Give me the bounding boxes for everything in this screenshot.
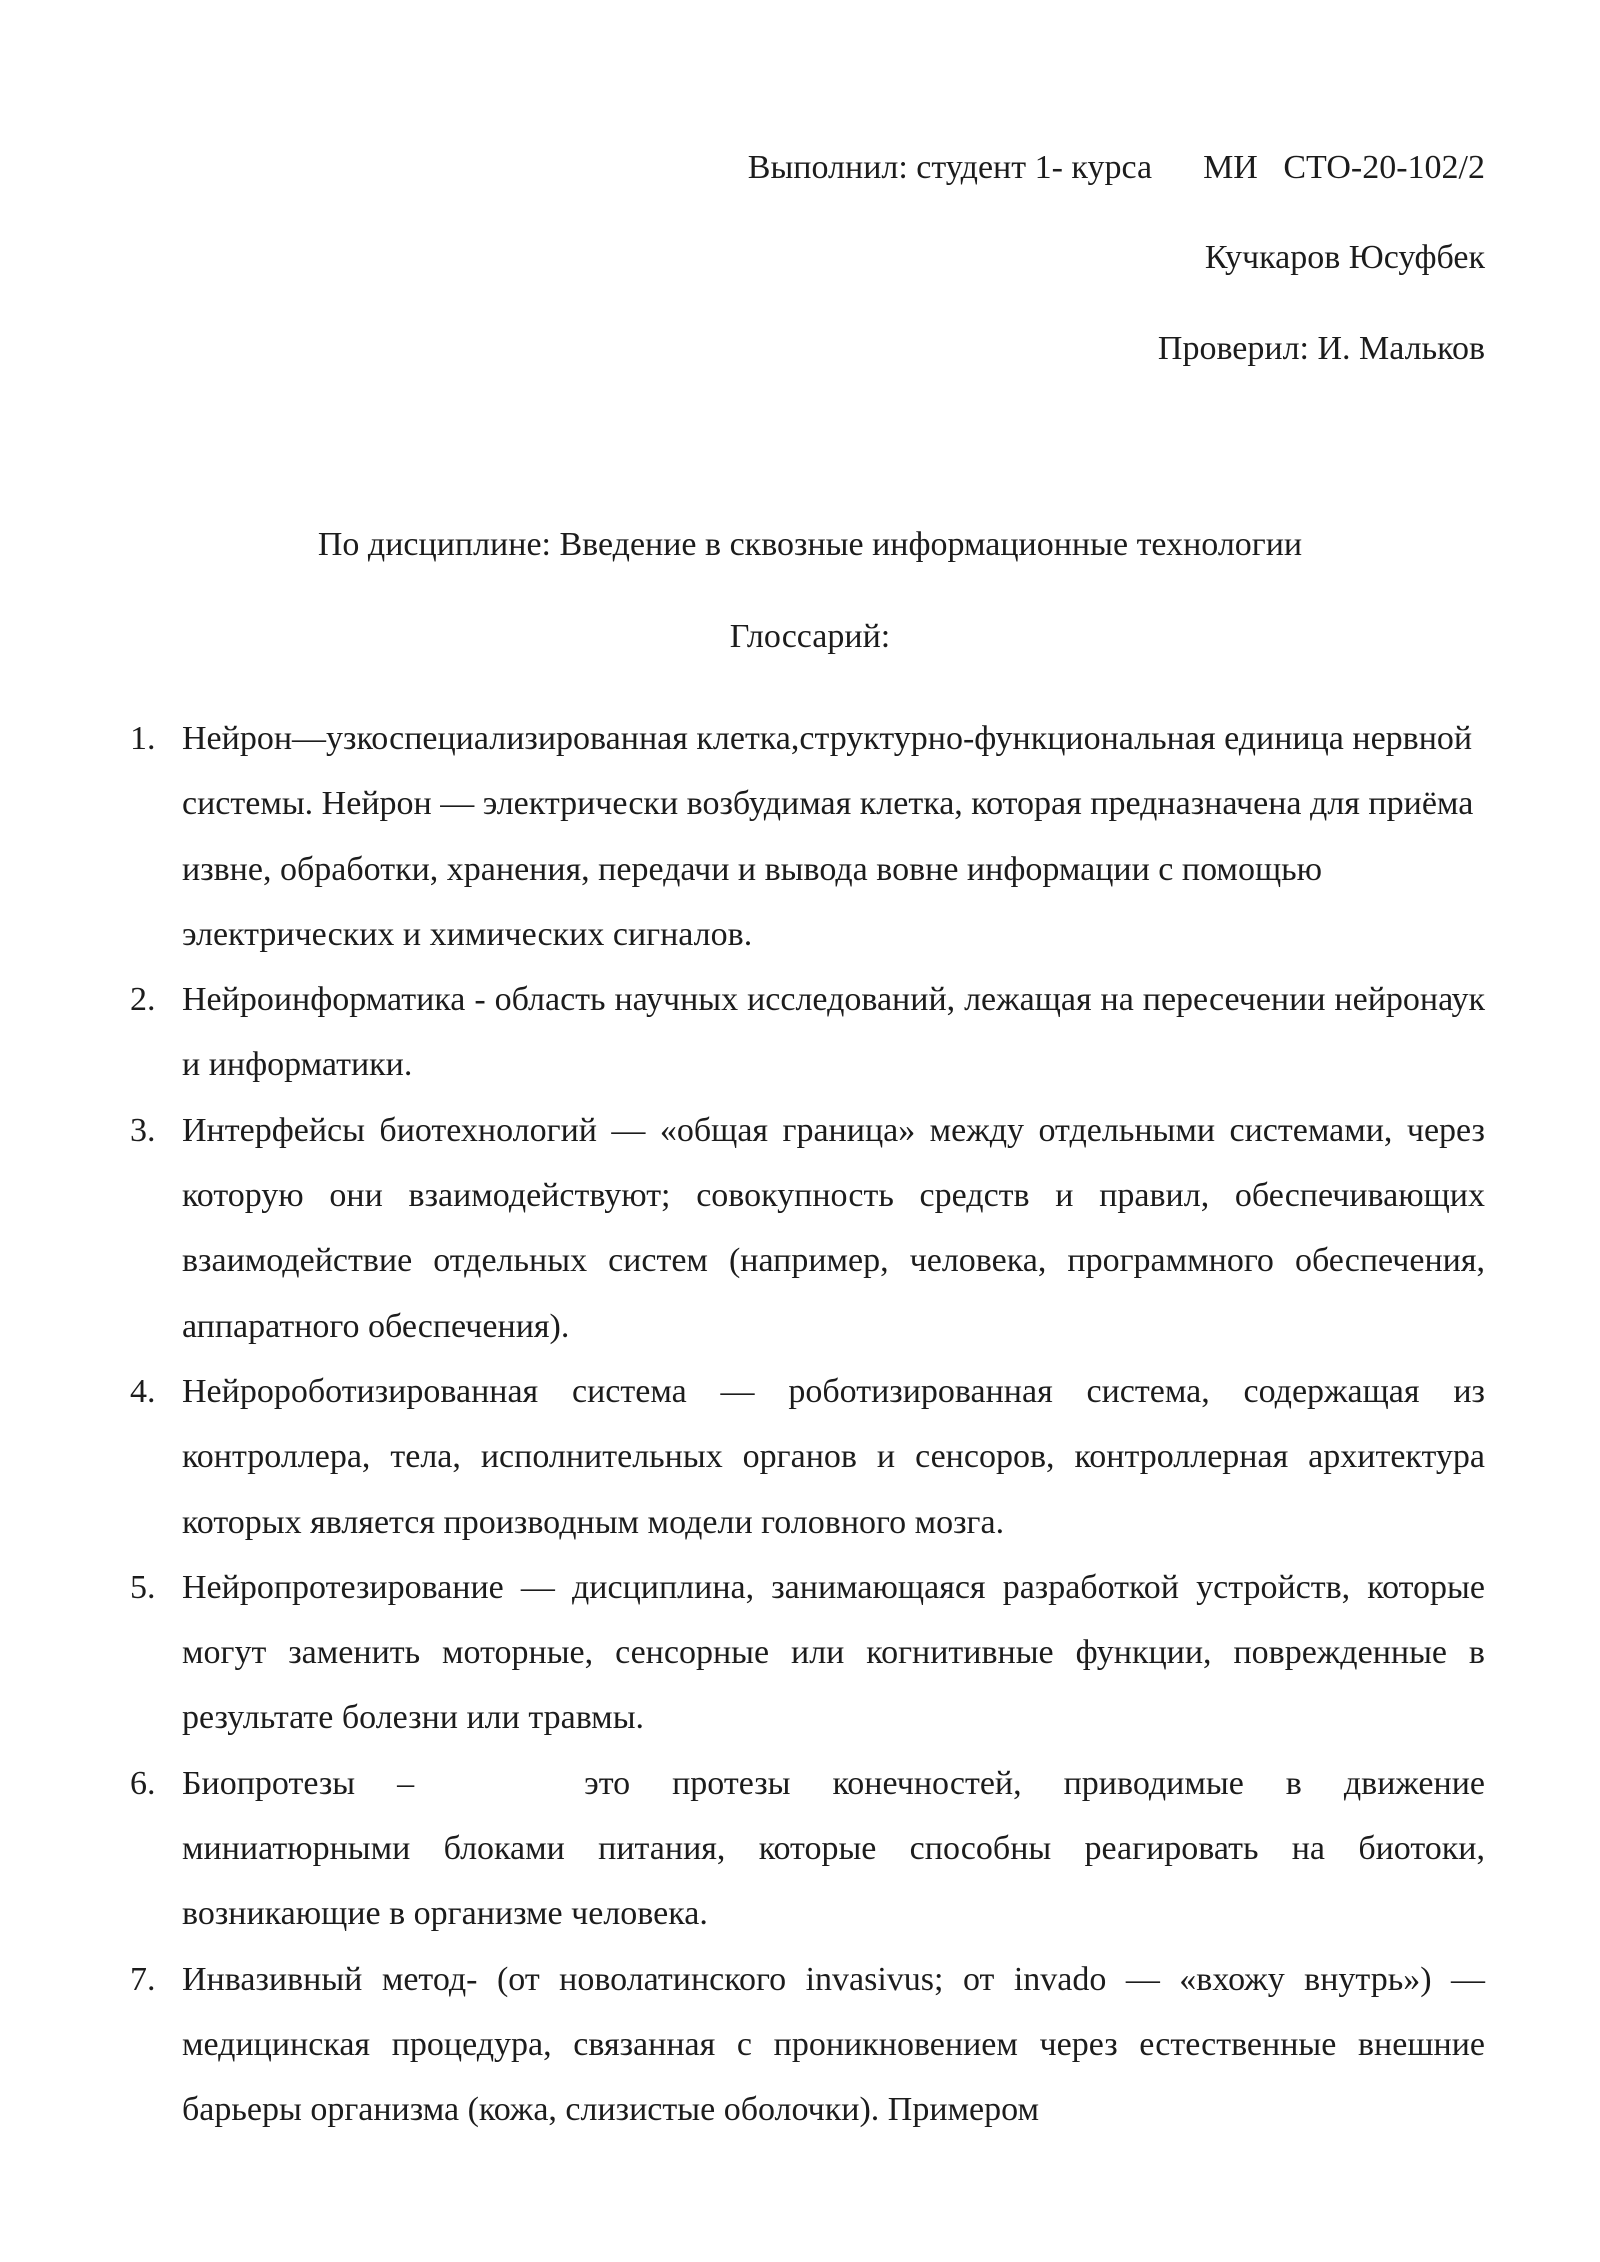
item-term: Биопротезы – [182,1764,415,1802]
glossary-heading: Глоссарий: [729,618,891,655]
item-number: 5. [130,1568,156,1606]
reviewer-line: Проверил: И. Мальков [1157,330,1485,367]
item-number: 3. [130,1111,156,1149]
glossary-item-4 [130,1359,1485,1555]
item-number: 7. [130,1960,156,1998]
glossary-item-2 [130,967,1485,1098]
item-text: Нейророботизированная система — роботизированная система, содержащая из контроллера, тела, исполнительных органов и сенсоров, контроллерная архитектура которых является производным модели головного мозга. [182,1372,1485,1541]
author-name: Кучкаров Юсуфбек [1204,239,1485,276]
glossary-item-7 [130,1947,1485,2143]
item-number: 6. [130,1764,156,1802]
glossary-item-3 [130,1098,1485,1359]
item-text: Инвазивный метод- (от новолатинского invasivus; от invado — «вхожу внутрь») — медицинская процедура, связанная с проникновением через естественные внешние барьеры организма (кожа, слизистые оболочки). Примером [182,1960,1485,2129]
item-text: Нейрон—узкоспециализированная клетка,структурно-функциональная единица нервной системы. Нейрон — электрически возбудимая клетка, которая предназначена для приёма извне, обработки, хранения, передачи и вывода вовне информации с помощью электрических и химических сигналов. [182,720,1474,953]
item-number: 4. [130,1372,156,1410]
glossary-item-6 [130,1751,1485,1947]
item-text: это протезы конечностей, приводимые в движение миниатюрными блоками питания, которые способны реагировать на биотоки, возникающие в организме человека. [182,1764,1485,1933]
item-text-wrapper [182,1751,1485,1947]
glossary-item-1 [130,706,1485,967]
item-text: Интерфейсы биотехнологий — «общая граница» между отдельными системами, через которую они взаимодействуют; совокупность средств и правил, обеспечивающих взаимодействие отдельных систем (например, человека, программного обеспечения, аппаратного обеспечения). [182,1111,1485,1345]
discipline-title: По дисциплине: Введение в сквозные информационные технологии [317,526,1303,563]
glossary-list [130,706,1485,2143]
item-number: 1. [130,720,156,757]
author-line: Выполнил: студент 1- курса МИ СТО-20-102/2 [747,149,1485,186]
item-text: Нейропротезирование — дисциплина, занимающаяся разработкой устройств, которые могут заменить моторные, сенсорные или когнитивные функции, поврежденные в результате болезни или травмы. [182,1568,1485,1737]
item-text: Нейроинформатика - область научных исследований, лежащая на пересечении нейронаук и информатики. [182,981,1485,1084]
item-number: 2. [130,981,156,1019]
glossary-item-5 [130,1555,1485,1751]
